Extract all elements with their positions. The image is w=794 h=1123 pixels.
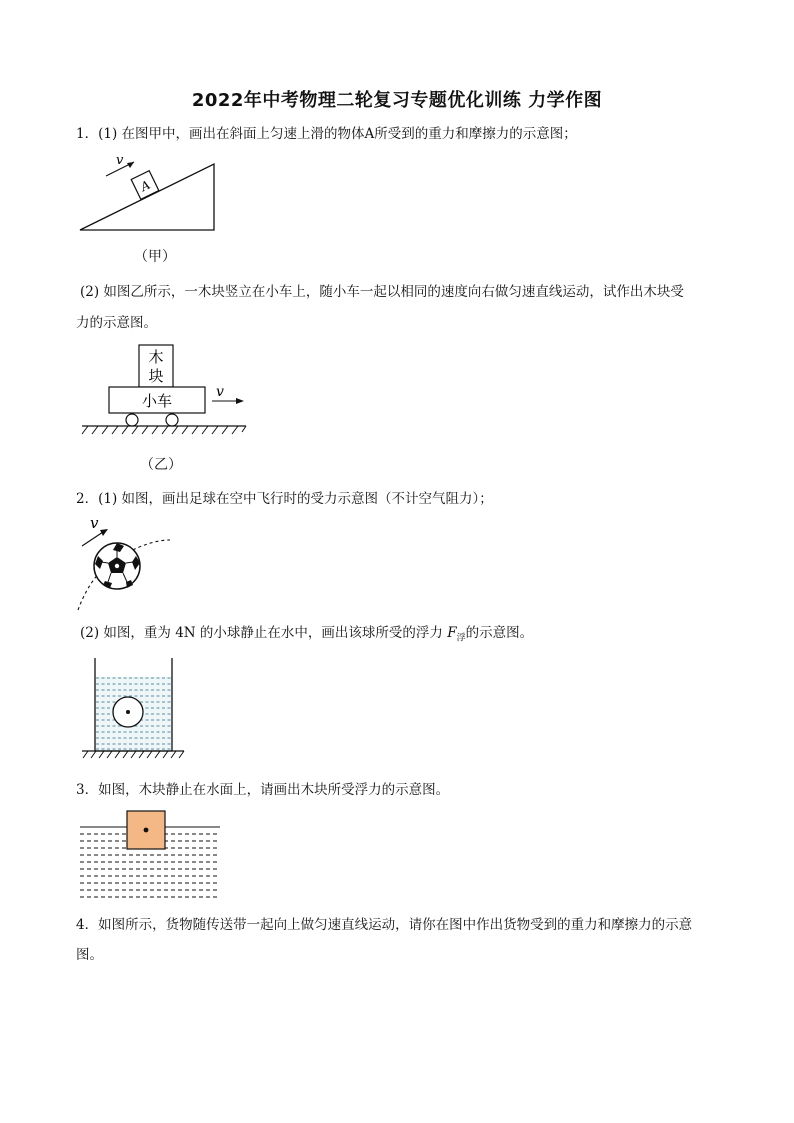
- figure-jia-caption: （甲）: [134, 249, 176, 265]
- cart-velocity-label: v: [216, 384, 224, 400]
- ground-hatching: [82, 426, 246, 434]
- soccer-ball-icon: [94, 543, 140, 589]
- block-a: [131, 171, 159, 200]
- ball-velocity-label: v: [90, 514, 99, 532]
- wood-block-label-2: 块: [148, 367, 164, 385]
- question-2-2-suffix: 的示意图。: [465, 625, 534, 641]
- figure-floating-block: [76, 808, 224, 903]
- cart-velocity-head: [236, 398, 244, 404]
- question-2-2-text: (2) 如图，重为 4N 的小球静止在水中，画出该球所受的浮力: [80, 625, 448, 641]
- question-3: 3．如图，木块静止在水面上，请画出木块所受浮力的示意图。: [76, 782, 450, 798]
- question-1-2-line-2: 力的示意图。: [76, 315, 157, 331]
- cart-wheel-right: [166, 414, 178, 426]
- question-2-2: [80, 623, 533, 649]
- question-1-2-line-1: (2) 如图乙所示，一木块竖立在小车上，随小车一起以相同的速度向右做匀速直线运动，试作出木块受: [80, 284, 684, 300]
- figure-beaker: [80, 656, 188, 762]
- buoyancy-symbol: F: [447, 625, 457, 641]
- buoyancy-subscript: 浮: [456, 633, 466, 644]
- question-1-1: 1．(1) 在图甲中，画出在斜面上匀速上滑的物体A所受到的重力和摩擦力的示意图；: [76, 126, 577, 142]
- question-4-line-1: 4．如图所示，货物随传送带一起向上做匀速直线运动，请你在图中作出货物受到的重力和摩擦力的示意: [76, 917, 693, 933]
- velocity-label: v: [116, 153, 124, 168]
- ball-velocity-head: [100, 529, 108, 536]
- question-2-1: 2．(1) 如图，画出足球在空中飞行时的受力示意图（不计空气阻力）；: [76, 491, 493, 507]
- block-center-dot: [144, 828, 149, 833]
- figure-jia-incline: [76, 148, 221, 236]
- table-hatching: [83, 751, 184, 758]
- small-ball-center: [126, 710, 130, 714]
- figure-soccer-ball: [70, 512, 175, 614]
- block-a-label: A: [138, 177, 153, 195]
- figure-yi-caption: （乙）: [140, 457, 182, 473]
- question-4-line-2: 图。: [76, 947, 103, 963]
- cart-label: 小车: [141, 392, 173, 410]
- page-title: 2022年中考物理二轮复习专题优化训练 力学作图: [191, 90, 603, 111]
- cart-wheel-left: [126, 414, 138, 426]
- wood-block-label-1: 木: [148, 348, 164, 366]
- figure-yi-cart: [78, 343, 250, 438]
